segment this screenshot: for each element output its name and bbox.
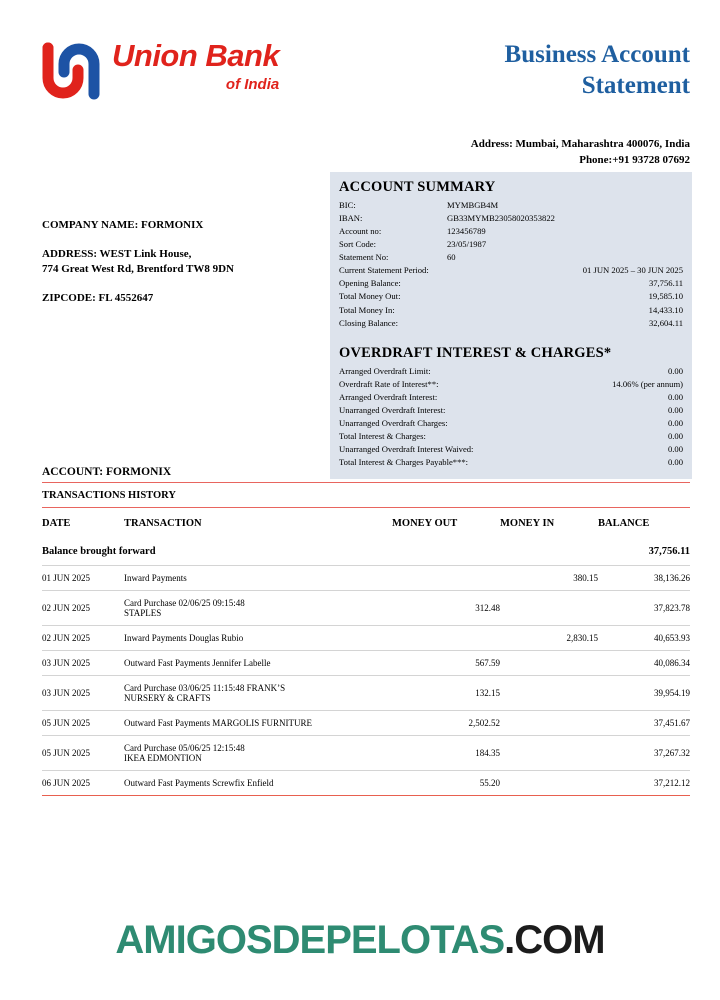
summary-row-value: 60	[447, 252, 456, 263]
summary-row-value: 37,756.11	[648, 278, 683, 289]
summary-row-value: 01 JUN 2025 – 30 JUN 2025	[582, 265, 684, 276]
transaction-date: 01 JUN 2025	[42, 566, 124, 591]
overdraft-row-label: Unarranged Overdraft Charges:	[339, 418, 448, 429]
overdraft-row-value: 14.06% (per annum)	[612, 379, 683, 390]
transaction-description-line1: Outward Fast Payments Screwfix Enfield	[124, 778, 274, 788]
summary-row	[339, 212, 683, 225]
overdraft-row-value: 0.00	[667, 405, 683, 416]
overdraft-row	[339, 443, 683, 456]
transaction-date: 03 JUN 2025	[42, 676, 124, 711]
summary-row-value: 14,433.10	[648, 304, 684, 315]
overdraft-row-value: 0.00	[667, 457, 683, 468]
customer-zipcode: ZIPCODE: FL 4552647	[42, 291, 154, 304]
summary-row-value: MYMBGB4M	[447, 200, 499, 210]
transactions-header-row	[42, 508, 690, 538]
transaction-money-in	[500, 651, 598, 676]
transactions-history-label: TRANSACTIONS HISTORY	[42, 483, 690, 508]
bank-name: Union Bank	[112, 38, 280, 73]
overdraft-row	[339, 404, 683, 417]
brought-forward-label: Balance brought forward	[42, 546, 156, 557]
watermark-suffix: .COM	[504, 918, 605, 962]
overdraft-row-label: Arranged Overdraft Interest:	[339, 392, 438, 403]
transaction-balance: 37,212.12	[598, 771, 690, 796]
overdraft-row-value: 0.00	[667, 418, 684, 429]
transaction-description	[124, 711, 392, 736]
summary-row-value: 123456789	[447, 226, 486, 237]
transaction-description-line2: IKEA EDMONTION	[124, 753, 202, 763]
summary-row-label: Total Money In:	[339, 304, 395, 315]
transaction-balance: 40,086.34	[598, 651, 690, 676]
transaction-balance: 38,136.26	[598, 566, 690, 591]
transaction-money-out: 312.48	[392, 591, 500, 626]
bank-subname: of India	[225, 76, 280, 93]
overdraft-row	[339, 378, 683, 391]
summary-row	[339, 238, 683, 251]
transaction-date: 02 JUN 2025	[42, 626, 124, 651]
customer-address	[42, 247, 312, 277]
customer-address-line1: ADDRESS: WEST Link House,	[42, 247, 192, 260]
overdraft-rows	[339, 365, 683, 470]
column-header-money-out: MONEY OUT	[392, 518, 458, 529]
transaction-description	[124, 626, 392, 651]
summary-row-label: BIC:	[339, 200, 356, 210]
transaction-description-line1: Outward Fast Payments Jennifer Labelle	[124, 658, 271, 668]
transaction-description	[124, 676, 392, 711]
table-row	[42, 736, 690, 771]
overdraft-row-label: Arranged Overdraft Limit:	[339, 366, 431, 376]
overdraft-panel	[330, 338, 692, 479]
transaction-money-in	[500, 711, 598, 736]
transaction-balance: 39,954.19	[598, 676, 690, 711]
summary-row-label: Current Statement Period:	[339, 265, 429, 276]
summary-row	[339, 264, 683, 277]
transactions-section	[42, 466, 690, 796]
summary-row-value: 19,585.10	[648, 291, 683, 302]
summary-row-label: Closing Balance:	[339, 317, 398, 328]
table-row	[42, 626, 690, 651]
customer-company: COMPANY NAME: FORMONIX	[42, 219, 204, 231]
transaction-balance: 37,823.78	[598, 591, 690, 626]
transaction-money-in: 2,830.15	[500, 626, 598, 651]
overdraft-row-value: 0.00	[667, 366, 683, 376]
transaction-money-in	[500, 676, 598, 711]
summary-row-label: Statement No:	[339, 252, 389, 263]
transaction-money-out: 567.59	[392, 651, 500, 676]
transaction-description-line2: NURSERY & CRAFTS	[124, 693, 211, 703]
transaction-money-out: 2,502.52	[392, 711, 500, 736]
overdraft-title: OVERDRAFT INTEREST & CHARGES*	[339, 345, 612, 361]
customer-details	[42, 218, 312, 305]
summary-row	[339, 251, 683, 264]
transaction-description-line2: STAPLES	[124, 608, 162, 618]
transaction-description-line1: Card Purchase 05/06/25 12:15:48	[124, 743, 245, 753]
transactions-table-body	[42, 538, 690, 795]
page-title-line2: Statement	[581, 71, 690, 99]
transaction-date: 02 JUN 2025	[42, 591, 124, 626]
summary-row-value: GB33MYMB23058020353822	[447, 213, 555, 224]
summary-row-value: 32,604.11	[648, 317, 684, 328]
transaction-money-out	[392, 566, 500, 591]
transaction-money-out: 184.35	[392, 736, 500, 771]
overdraft-row-label: Unarranged Overdraft Interest:	[339, 405, 446, 416]
transaction-description-line1: Inward Payments Douglas Rubio	[124, 633, 244, 643]
transaction-description	[124, 771, 392, 796]
transactions-table-head	[42, 508, 690, 538]
transaction-money-in	[500, 771, 598, 796]
overdraft-row-label: Unarranged Overdraft Interest Waived:	[339, 444, 474, 455]
summary-row	[339, 199, 683, 212]
bank-contact-block	[290, 137, 690, 169]
bank-phone: Phone:+91 93728 07692	[579, 153, 690, 166]
transaction-money-in	[500, 736, 598, 771]
bank-logo-text	[112, 40, 279, 92]
transaction-balance: 37,267.32	[598, 736, 690, 771]
transaction-money-out: 55.20	[392, 771, 500, 796]
summary-row-label: Account no:	[339, 226, 382, 237]
overdraft-row	[339, 430, 683, 443]
transaction-money-in: 380.15	[500, 566, 598, 591]
summary-row	[339, 225, 683, 238]
page-header	[0, 0, 720, 170]
page-title	[360, 40, 690, 101]
watermark-primary: AMIGOSDEPELOTAS	[115, 918, 505, 962]
account-summary-panel	[330, 172, 692, 339]
summary-row-label: Opening Balance:	[339, 278, 401, 289]
transaction-description-line1: Card Purchase 03/06/25 11:15:48 FRANK’S	[124, 683, 286, 693]
table-row	[42, 676, 690, 711]
column-header-date: DATE	[42, 518, 71, 529]
overdraft-row-value: 0.00	[667, 392, 684, 403]
transaction-description	[124, 566, 392, 591]
summary-row	[339, 304, 683, 317]
overdraft-row-value: 0.00	[667, 431, 683, 442]
summary-row-label: Sort Code:	[339, 239, 377, 250]
balance-brought-forward-row	[42, 538, 690, 566]
overdraft-row	[339, 391, 683, 404]
brought-forward-balance: 37,756.11	[648, 546, 690, 557]
column-header-transaction: TRANSACTION	[124, 518, 202, 529]
summary-row-label: Total Money Out:	[339, 291, 401, 302]
transaction-balance: 37,451.67	[598, 711, 690, 736]
transaction-money-in	[500, 591, 598, 626]
transaction-date: 05 JUN 2025	[42, 736, 124, 771]
table-row	[42, 711, 690, 736]
transaction-money-out	[392, 626, 500, 651]
transactions-account-label: ACCOUNT: FORMONIX	[42, 466, 690, 483]
transaction-description	[124, 651, 392, 676]
table-row	[42, 591, 690, 626]
union-bank-logo-icon	[40, 42, 102, 100]
account-summary-rows	[339, 199, 683, 330]
transactions-bottom-rule	[42, 795, 690, 796]
transaction-date: 05 JUN 2025	[42, 711, 124, 736]
transaction-money-out: 132.15	[392, 676, 500, 711]
transaction-description-line1: Card Purchase 02/06/25 09:15:48	[124, 598, 245, 608]
transaction-description	[124, 736, 392, 771]
summary-row	[339, 317, 683, 330]
summary-row	[339, 277, 683, 290]
transaction-description-line1: Outward Fast Payments MARGOLIS FURNITURE	[124, 718, 312, 728]
transactions-table	[42, 508, 690, 795]
table-row	[42, 566, 690, 591]
transaction-date: 03 JUN 2025	[42, 651, 124, 676]
overdraft-row-label: Total Interest & Charges Payable***:	[339, 457, 469, 468]
bank-logo	[40, 40, 279, 100]
site-watermark	[0, 918, 720, 963]
transaction-date: 06 JUN 2025	[42, 771, 124, 796]
summary-row	[339, 290, 683, 303]
customer-address-line2: 774 Great West Rd, Brentford TW8 9DN	[42, 262, 234, 275]
transaction-description	[124, 591, 392, 626]
transaction-balance: 40,653.93	[598, 626, 690, 651]
overdraft-row-label: Total Interest & Charges:	[339, 431, 426, 442]
overdraft-row-value: 0.00	[667, 444, 683, 455]
table-row	[42, 651, 690, 676]
column-header-money-in: MONEY IN	[500, 518, 555, 529]
bank-address: Address: Mumbai, Maharashtra 400076, India	[470, 138, 690, 150]
overdraft-row-label: Overdraft Rate of Interest**:	[339, 379, 439, 390]
account-summary-title: ACCOUNT SUMMARY	[339, 179, 496, 195]
column-header-balance: BALANCE	[598, 518, 650, 529]
summary-row-label: IBAN:	[339, 213, 363, 224]
overdraft-row	[339, 417, 683, 430]
overdraft-row	[339, 365, 683, 378]
summary-row-value: 23/05/1987	[447, 239, 487, 250]
table-row	[42, 771, 690, 796]
transaction-description-line1: Inward Payments	[124, 573, 187, 583]
page-title-line1: Business Account	[504, 41, 690, 68]
